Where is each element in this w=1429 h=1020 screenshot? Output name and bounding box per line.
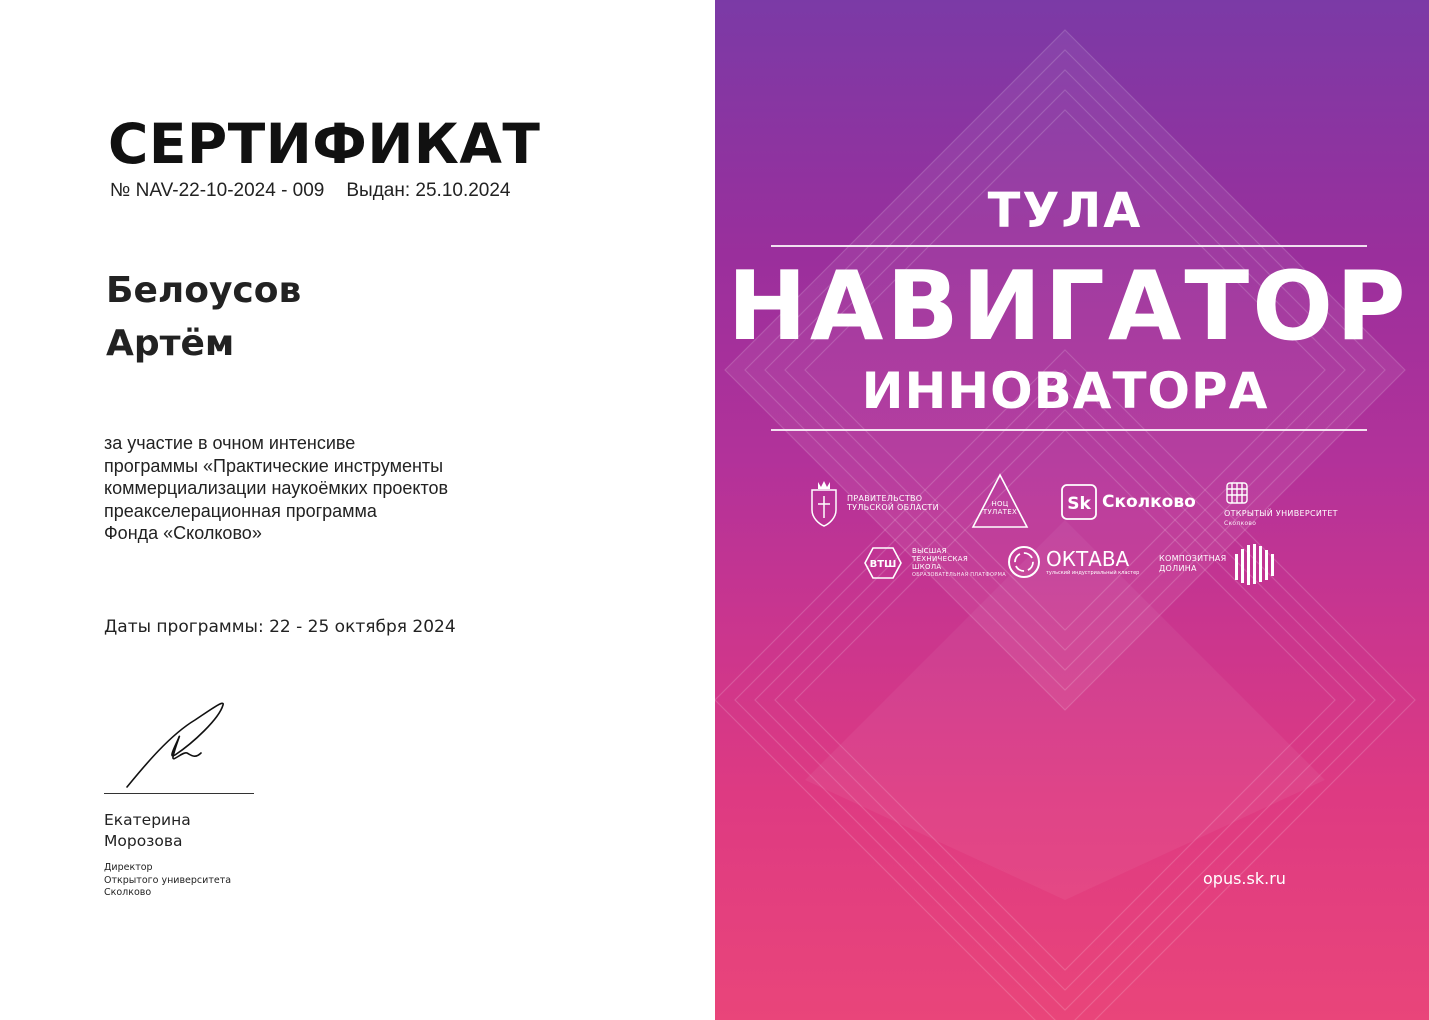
signer-position-line: Директор xyxy=(104,862,153,873)
logo-text-oktava: ОКТАВА xyxy=(1046,547,1130,571)
signer-position-line: Открытого университета xyxy=(104,874,232,886)
program-banner xyxy=(715,0,1429,1020)
logo-oktava xyxy=(1007,545,1139,579)
logo-open-university xyxy=(1222,480,1252,508)
coat-of-arms-icon xyxy=(807,478,841,528)
signature-image xyxy=(115,695,245,795)
logo-sub: Сколково xyxy=(1224,519,1257,527)
logo-skolkovo xyxy=(1061,484,1196,520)
logo-text-skolkovo: Сколково xyxy=(1102,492,1196,512)
description-line: коммерциализации наукоёмких проектов xyxy=(104,478,449,498)
signature-line xyxy=(104,793,254,794)
logo-line: НОЦ xyxy=(991,500,1009,508)
sk-logo-icon xyxy=(1061,484,1097,520)
logo-line: ТЕХНИЧЕСКАЯ xyxy=(912,555,969,563)
logo-sub: ОБРАЗОВАТЕЛЬНАЯ ПЛАТФОРМА xyxy=(912,572,1006,578)
svg-text:ВТШ: ВТШ xyxy=(869,559,897,570)
participation-description xyxy=(104,432,584,545)
signer-name xyxy=(104,810,191,852)
banner-divider-bottom xyxy=(771,429,1367,431)
description-line: программы «Практические инструменты xyxy=(104,455,444,476)
logo-sub: тульский индустриальный кластер xyxy=(1046,570,1140,576)
logo-line: КОМПОЗИТНАЯ xyxy=(1159,554,1227,563)
open-university-label xyxy=(1224,509,1338,528)
logo-tula-government xyxy=(807,478,939,528)
logo-noc-tulatekh xyxy=(970,472,1030,530)
description-line: преакселерационная программа xyxy=(104,500,377,521)
composite-valley-icon xyxy=(1233,542,1277,586)
logo-line: ТУЛАТЕХ xyxy=(982,508,1018,516)
program-subheadline: ИННОВАТОРА xyxy=(861,362,1269,420)
signer-last-name: Морозова xyxy=(104,832,183,850)
logo-line: ПРАВИТЕЛЬСТВО xyxy=(847,493,923,503)
recipient-name xyxy=(106,264,301,370)
signer-position xyxy=(104,862,231,900)
description-line: Фонда «Сколково» xyxy=(104,523,262,543)
svg-text:Sk: Sk xyxy=(1067,494,1091,514)
banner-divider-top xyxy=(771,245,1367,247)
logo-line: ОТКРЫТЫЙ УНИВЕРСИТЕТ xyxy=(1224,509,1338,518)
oktava-logo-icon xyxy=(1007,545,1041,579)
city-title: ТУЛА xyxy=(987,183,1143,239)
open-university-icon xyxy=(1222,480,1252,508)
program-dates: Даты программы: 22 - 25 октября 2024 xyxy=(104,617,456,637)
website-link[interactable]: opus.sk.ru xyxy=(1203,869,1286,888)
certificate-title: СЕРТИФИКАТ xyxy=(108,112,541,176)
recipient-last-name: Белоусов xyxy=(106,270,302,311)
certificate-number: № NAV-22-10-2024 - 009 xyxy=(110,180,325,201)
logo-line: ШКОЛА xyxy=(912,563,942,571)
vtsh-logo-icon xyxy=(859,544,907,582)
issue-date: Выдан: 25.10.2024 xyxy=(346,180,511,201)
logo-line: ДОЛИНА xyxy=(1159,564,1197,573)
program-headline: НАВИГАТОР xyxy=(727,252,1409,362)
description-line: за участие в очном интенсиве xyxy=(104,433,356,453)
logo-line: ВЫСШАЯ xyxy=(912,547,947,555)
signer-position-line: Сколково xyxy=(104,887,152,898)
logo-composite-valley xyxy=(1159,542,1277,586)
recipient-first-name: Артём xyxy=(106,323,235,364)
certificate-meta xyxy=(110,180,511,202)
logo-line: ТУЛЬСКОЙ ОБЛАСТИ xyxy=(847,503,939,512)
logo-vtsh xyxy=(859,544,1006,582)
signer-first-name: Екатерина xyxy=(104,811,191,829)
